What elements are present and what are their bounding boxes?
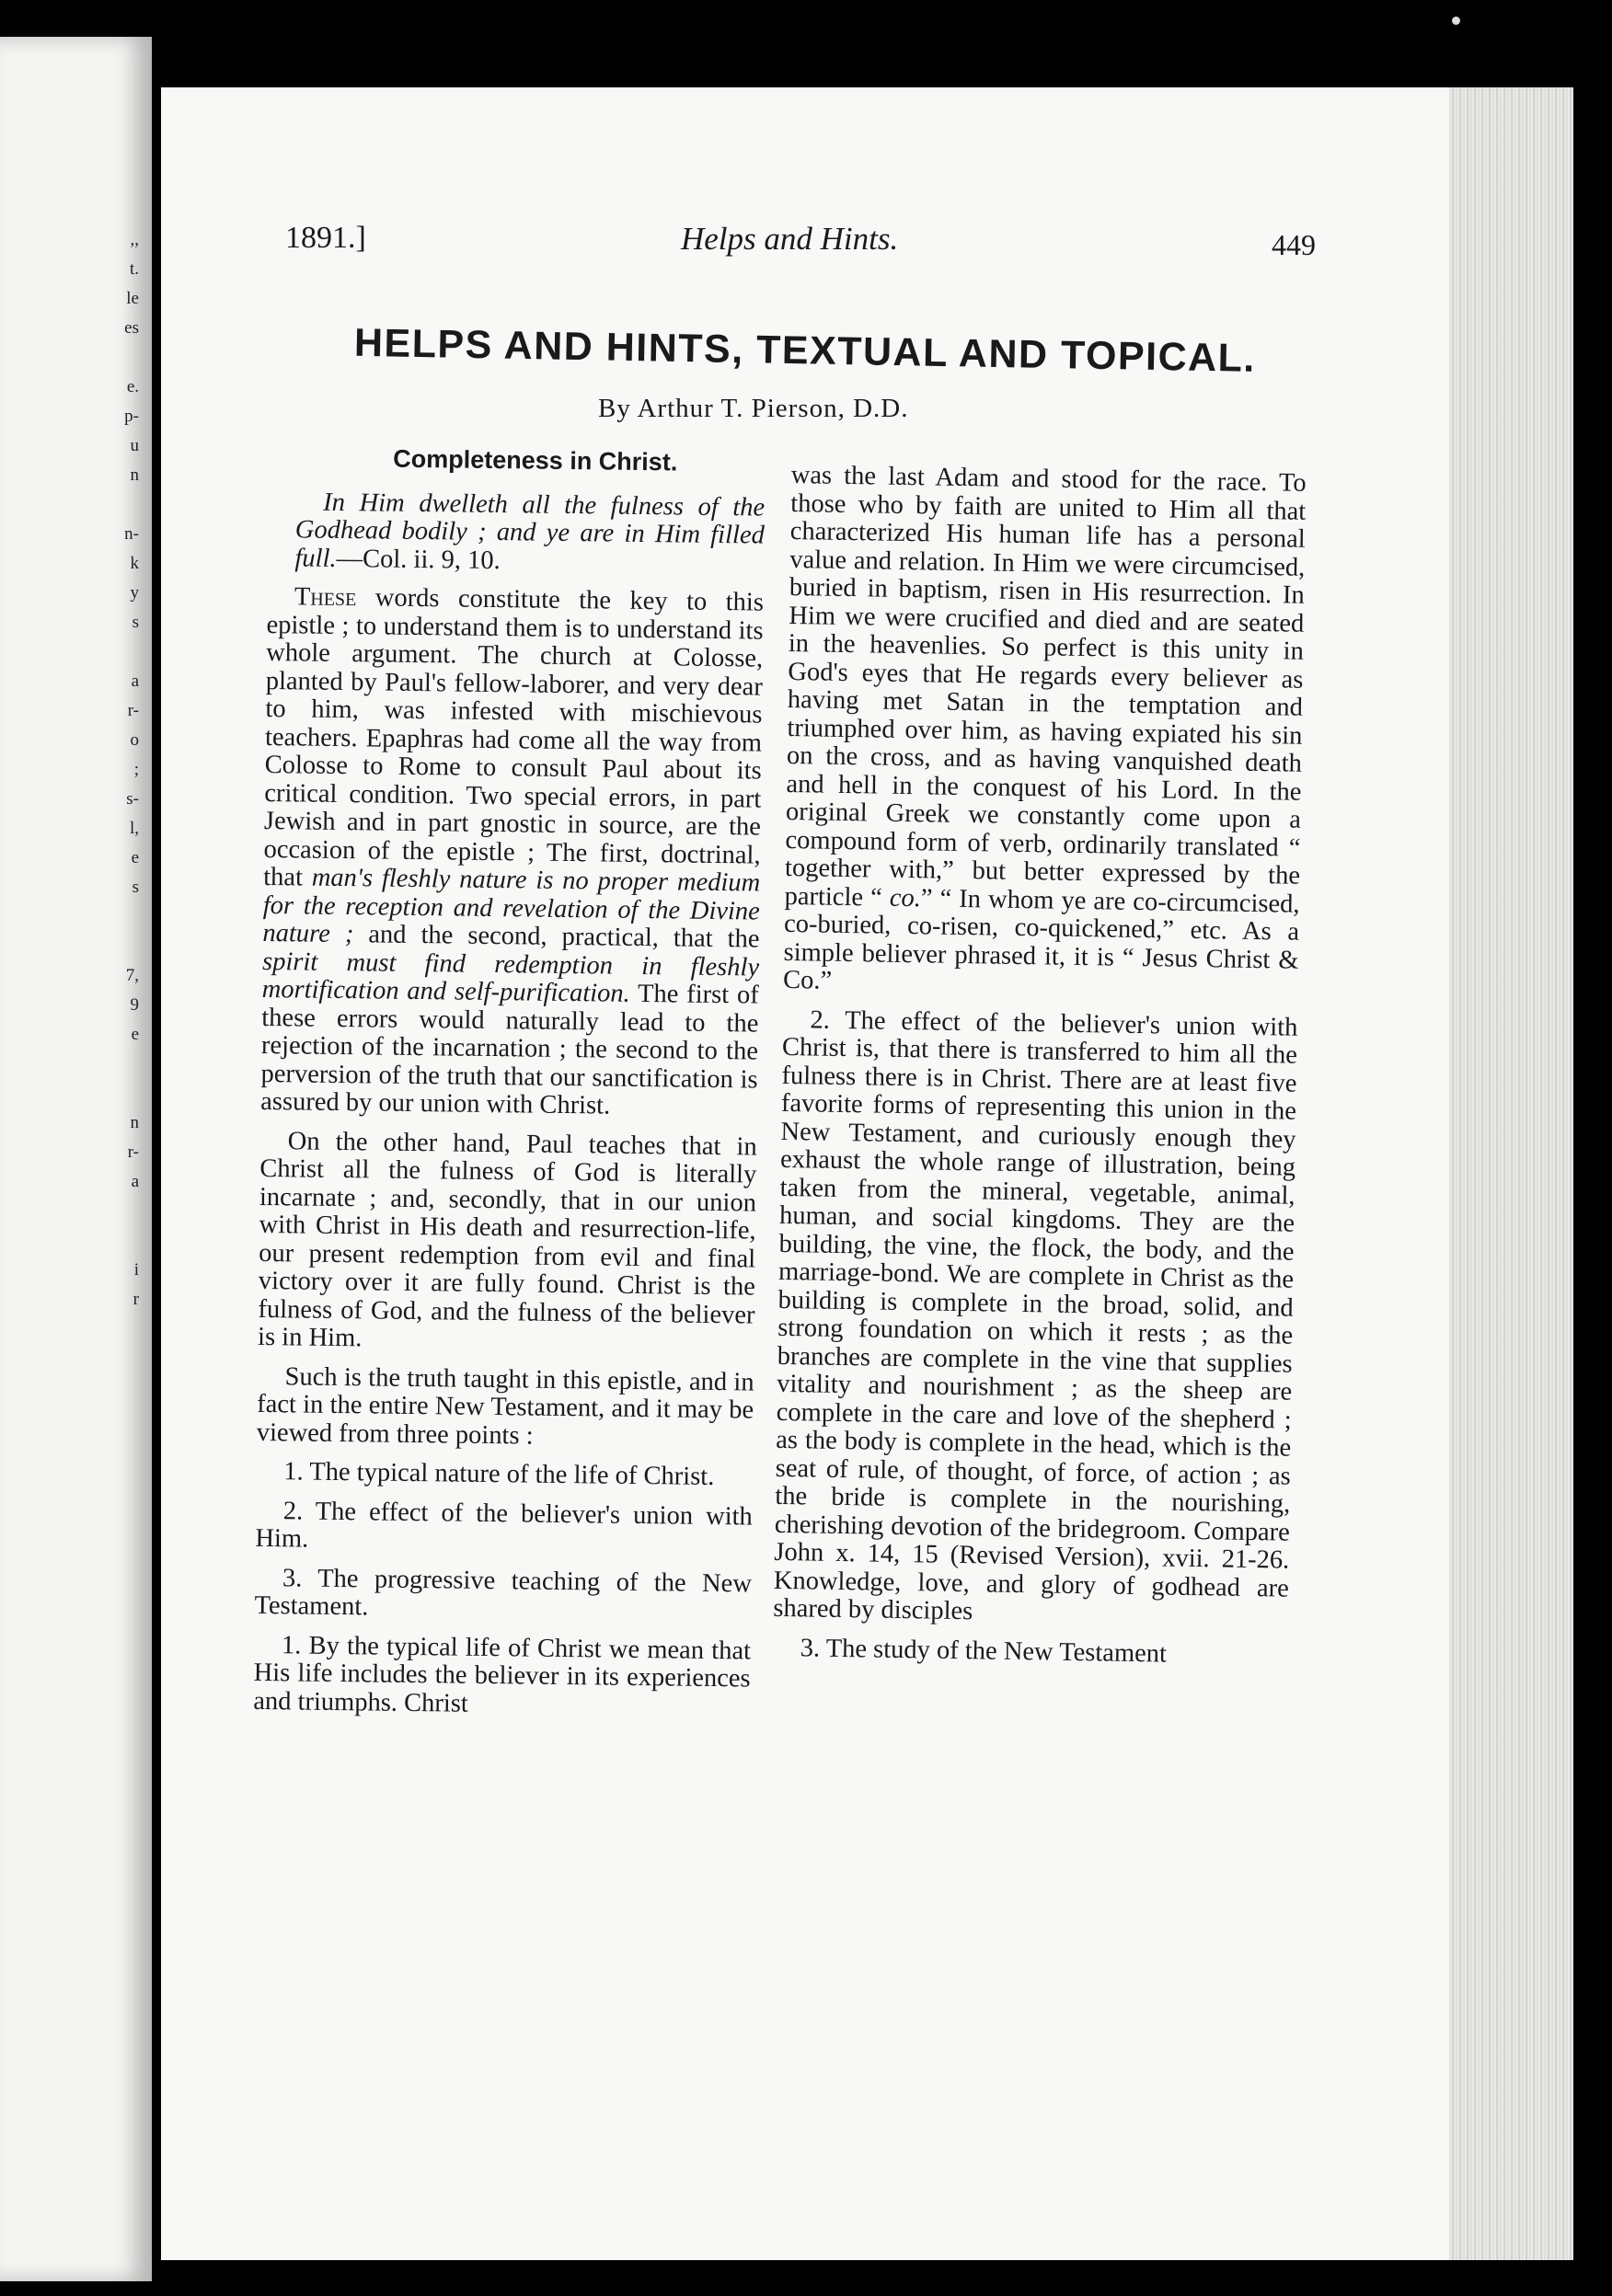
facing-page-fragment xyxy=(102,1314,139,1344)
facing-page-fragment: ; xyxy=(133,760,139,779)
facing-page-fragment: r- xyxy=(127,1142,139,1162)
paragraph-4: 1. By the typical life of Christ we mean that His life includes the believer in its experiences and triumphs. Christ xyxy=(253,1630,752,1718)
facing-page-fragment: r xyxy=(132,1290,139,1309)
paragraph-7: 3. The study of the New Testament xyxy=(800,1633,1168,1669)
facing-page-fragment: i xyxy=(133,1260,139,1280)
facing-page-fragment xyxy=(102,932,139,961)
header-section: Helps and Hints. xyxy=(681,221,899,257)
facing-page-fragment xyxy=(102,1226,139,1256)
facing-page-fragment: e. xyxy=(126,377,139,396)
epigraph xyxy=(267,488,765,578)
facing-page-fragment: e xyxy=(131,848,139,867)
paragraph-1-text-c: The first of these errors would naturally lead to the rejection of the incarnation ; the second to the perversion of the truth that our sanctification is assured by our union with Christ. xyxy=(260,979,759,1120)
facing-page-fragment: u xyxy=(130,436,139,455)
facing-page-fragment: a xyxy=(131,1172,139,1191)
facing-page-fragment xyxy=(102,1050,139,1079)
facing-page-fragment: p- xyxy=(124,407,139,426)
facing-page-fragment: 9 xyxy=(130,995,139,1015)
page-edge xyxy=(1449,87,1573,2260)
facing-page-fragment: s xyxy=(132,878,139,897)
facing-page-fragment: es xyxy=(124,318,139,338)
left-column xyxy=(253,443,766,1732)
facing-page-fragment: s xyxy=(132,613,139,632)
facing-page-fragment xyxy=(102,343,139,373)
paragraph-1-italic-a: man's fleshly nature is no proper medium for the reception and revelation of the Divine nature ; xyxy=(262,863,761,949)
paragraph-5-text: was the last Adam and stood for the race. To those who by faith are united to Him all that characterized His human life has a personal value and relation. In Him we were circumcised, buried in baptism, risen in His resurrection. In Him we were crucified and died and are seated in the heavenlies. So perfect is this unity in God's eyes that He regards every believer as having met Satan in the temptation and triumphed over him, as having expiated his sin on the cross, and as having vanquished death and hell in the conquest of his Lord. In the original Greek we constantly come upon a compound form of verb, ordinarily translated “ together with,” but better expressed by the particle “ xyxy=(784,461,1307,913)
byline: By Arthur T. Pierson, D.D. xyxy=(598,394,909,423)
paragraph-6: 2. The effect of the believer's union with Christ is, that there is transferred to him all the fulness there is in Christ. There are at least five favorite forms of representing this union in the New Testament, and curiously enough they exhaust the whole range of illustration, being taken from the mineral, vegetable, animal, human, and social kingdoms. They are the building, the vine, the flock, the body, and the marriage-bond. We are complete in Christ as the building is complete in the broad, solid, and strong foundation on which it rests ; as the branches are complete in the vine that supplies vitality and nourishment ; as the sheep are complete in the care and love of the shepherd ; as the body is complete in the head, which is the seat of rule, of thought, of force, of action ; as the bride is complete in the nourishing, cherishing devotion of the bridegroom. Compare John x. 14, 15 (Revised Version), xvii. 21-26. Knowledge, love, and glory of godhead are shared by disciples xyxy=(773,1004,1298,1626)
section-title: Completeness in Christ. xyxy=(393,444,678,476)
facing-page-fragment: l, xyxy=(129,819,139,838)
page-number: 449 xyxy=(1272,228,1316,261)
facing-page-fragments xyxy=(102,37,139,1462)
paragraph-1 xyxy=(260,583,764,1122)
paragraph-1-italic-b: spirit must find redemption in fleshly mortification and self-purification. xyxy=(261,947,760,1008)
facing-page-fragment: n- xyxy=(124,524,139,544)
facing-page-fragment xyxy=(102,902,139,932)
paragraph-1-text: words constitute the key to this epistle ; to understand them is to understand its whole argument. The church at Colosse, planted by Paul's fellow-laborer, and very dear to him, was infested with mischievous teachers. Epaphras had come all the way from Colosse to Rome to consult Paul about its critical condition. Two special errors, in part Jewish and in part gnostic in source, are the occasion of the epistle ; The first, doctrinal, that xyxy=(263,583,765,892)
facing-page-fragment xyxy=(102,1197,139,1226)
facing-page-fragment xyxy=(102,1403,139,1432)
facing-page-fragment: r- xyxy=(127,701,139,720)
facing-page-fragment xyxy=(102,1344,139,1373)
point-2: 2. The effect of the believer's union with Him. xyxy=(255,1496,753,1554)
facing-page-fragment xyxy=(102,637,139,667)
running-head xyxy=(285,221,1316,267)
facing-page xyxy=(0,37,152,2281)
facing-page-fragment: ,, xyxy=(130,230,139,249)
header-year: 1891.] xyxy=(285,221,366,255)
facing-page-fragment: le xyxy=(126,289,139,308)
facing-page-fragment xyxy=(102,1432,139,1462)
epigraph-text: In Him dwelleth all the fulness of the Godhead bodily ; and ye are in Him filled full. xyxy=(294,488,766,573)
paragraph-5-text-b: ” “ In whom ye are co-circumcised, co-buried, co-risen, co-quickened,” etc. As a simple believer phrased it, it is “ Jesus Christ & Co.” xyxy=(782,883,1300,995)
paragraph-5 xyxy=(783,462,1307,1003)
speck xyxy=(1452,17,1460,25)
paragraph-5-italic: co. xyxy=(889,883,922,913)
facing-page-fragment: 7, xyxy=(125,966,139,985)
facing-page-fragment: y xyxy=(130,583,139,603)
facing-page-fragment: k xyxy=(130,554,139,573)
facing-page-fragment: e xyxy=(131,1025,139,1044)
facing-page-fragment: s- xyxy=(126,789,139,809)
right-column xyxy=(772,462,1307,1682)
facing-page-fragment: o xyxy=(130,730,139,750)
epigraph-ref: —Col. ii. 9, 10. xyxy=(336,544,501,575)
facing-page-fragment: a xyxy=(131,672,139,691)
paragraph-2: On the other hand, Paul teaches that in Christ all the fulness of God is literally incarnate ; and, secondly, that in our union with Christ in His death and resurrection-life, our present redemption from evil and final victory over it are fully found. Christ is the fulness of God, and the fulness of the believer is in Him. xyxy=(257,1126,757,1353)
paragraph-1-text-b: and the second, practical, that the xyxy=(353,920,760,954)
facing-page-fragment: n xyxy=(130,1113,139,1132)
paragraph-1-lead: These xyxy=(294,582,357,613)
point-3: 3. The progressive teaching of the New Testament. xyxy=(254,1563,753,1622)
point-1: 1. The typical nature of the life of Christ. xyxy=(283,1457,715,1491)
article-title: HELPS AND HINTS, TEXTUAL AND TOPICAL. xyxy=(353,320,1257,381)
facing-page-fragment xyxy=(102,490,139,520)
facing-page-fragment: n xyxy=(130,465,139,485)
facing-page-fragment xyxy=(102,1079,139,1108)
paragraph-3: Such is the truth taught in this epistle, and in fact in the entire New Testament, and it may be viewed from three points : xyxy=(256,1361,754,1451)
facing-page-fragment: t. xyxy=(129,259,139,279)
facing-page-fragment xyxy=(102,1373,139,1403)
